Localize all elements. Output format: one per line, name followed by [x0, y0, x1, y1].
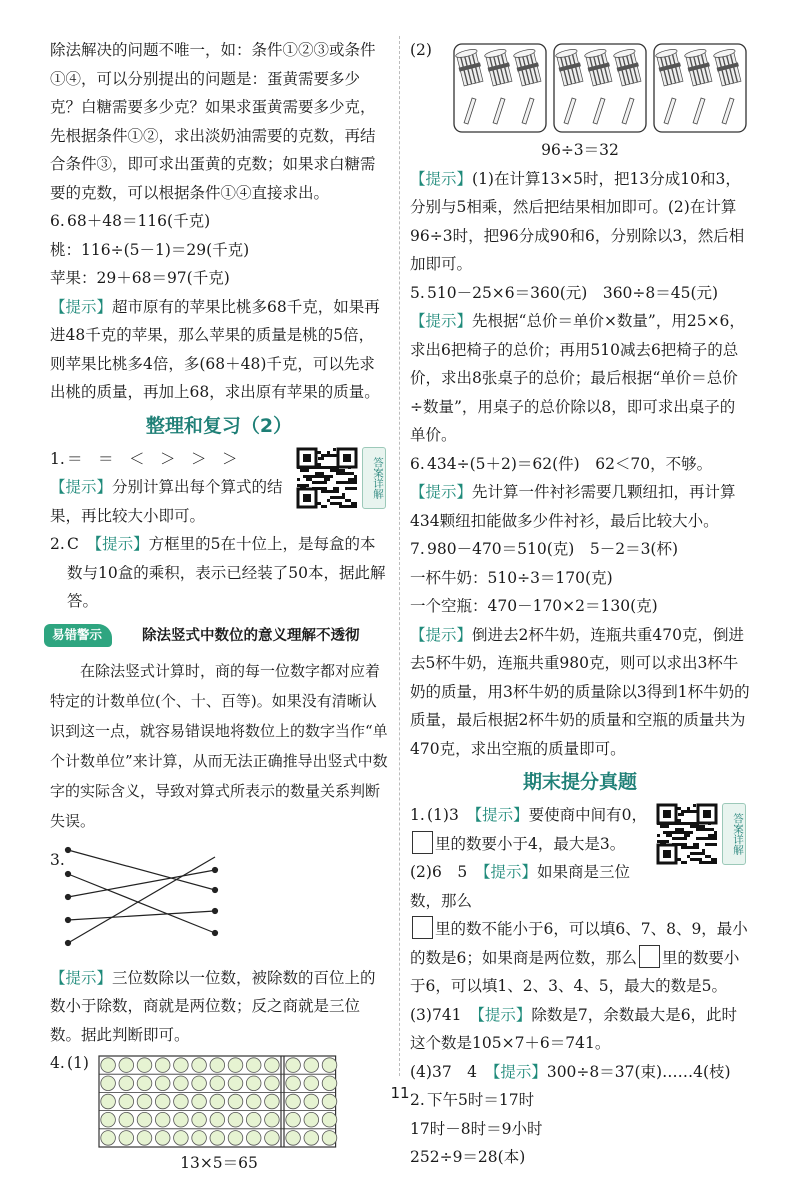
warning-text: 在除法竖式计算时，商的每一位数字都对应着特定的计数单位(个、十、百等)。如果没有清晰认识到这一点，就容易错误地将数位上的数字当作“单个计数单位”来计算，从而无法正确推导出竖式中数字的实际含义，导致对算式所表示的数量关系判断失误。	[50, 661, 388, 830]
left-column	[50, 36, 388, 1178]
answer-line: 一个空瓶：470－170×2＝130(克)	[410, 597, 658, 615]
hint-label: 【提示】	[50, 968, 113, 987]
dot	[304, 1131, 319, 1146]
dot	[265, 1112, 280, 1127]
warning-badge: 易错警示	[44, 624, 112, 647]
answer-line: 桃：116÷(5－1)＝29(千克)	[50, 240, 250, 259]
answer-line: 苹果：29＋68＝97(千克)	[50, 269, 230, 287]
dot	[304, 1112, 319, 1127]
hint-label: 【提示】	[50, 478, 113, 496]
question-number: 6.	[50, 212, 65, 230]
qr-code-icon	[296, 447, 358, 509]
dot	[304, 1058, 319, 1073]
question-number: 2.	[50, 535, 65, 553]
hint-label: 【提示】	[477, 1005, 532, 1024]
hint-label: 【提示】	[410, 625, 473, 644]
qr-tag: 答案详解	[362, 447, 386, 509]
dot	[155, 1131, 170, 1146]
dot	[101, 1058, 116, 1073]
hint-label: 【提示】	[492, 1062, 547, 1081]
hint-label: 【提示】	[474, 806, 529, 824]
question-number: 4.	[50, 1054, 65, 1072]
answer-line: 252÷9＝28(本)	[410, 1148, 526, 1166]
answer-line: (3)741 【提示】除数是7，余数最大是6，此时这个数是105×7＋6＝741。	[410, 1005, 738, 1052]
dot	[174, 1131, 189, 1146]
hint-label: 【提示】	[410, 483, 473, 501]
exam-answer-1: 答案详解 1. (1)3 【提示】要使商中间有0， 里的数要小于4，最大是3。 (2)6 5 【提示】如果商是三位数，那么	[410, 801, 750, 915]
answer-line: 17时－8时＝9小时	[410, 1119, 543, 1138]
dot	[210, 1112, 225, 1127]
answer-7: 7. 980－470＝510(克) 5－2＝3(杯)	[410, 535, 750, 564]
hint-paragraph: 【提示】先计算一件衬衫需要几颗纽扣，再计算434颗纽扣能做多少件衬衫，最后比较大小。	[410, 483, 736, 530]
answer-line: 一杯牛奶：510÷3＝170(克)	[410, 568, 613, 587]
dot	[174, 1058, 189, 1073]
warning-header	[50, 622, 388, 652]
dot	[322, 1131, 337, 1146]
answer-line: 里的数不能小于6，可以填6、7、8、9，最小的数是6；如果商是两位数，那么 里的数要小于6，可以填1、2、3、4、5，最大的数是5。	[410, 915, 750, 1001]
qr-tag: 答案详解	[722, 803, 746, 865]
question-number: 1.	[50, 449, 65, 468]
dot	[322, 1112, 337, 1127]
hint-paragraph: 【提示】(1)在计算13×5时，把13分成10和3，分别与5相乘，然后把结果相加即可。(2)在计算96÷3时，把96分成90和6，分别除以3，然后相加即可。	[410, 169, 745, 273]
dot	[192, 1131, 207, 1146]
section-title: 整理和复习（2）	[145, 414, 293, 437]
figure-caption: 13×5＝65	[180, 1154, 258, 1172]
dot	[119, 1112, 134, 1127]
question-number: 7.	[410, 540, 425, 558]
answer-4: 4. (1)	[50, 1049, 388, 1149]
dot	[286, 1112, 301, 1127]
blank-box	[639, 945, 660, 968]
hint-paragraph: 【提示】超市原有的苹果比桃多68千克，如果再进48千克的苹果，那么苹果的质量是桃的5倍，则苹果比桃多4倍，多(68＋48)千克，可以先求出桃的质量，再加上68，求出原有苹果的质量。	[50, 297, 380, 401]
column-divider	[399, 36, 400, 1076]
question-number: 6.	[410, 454, 425, 473]
right-column	[410, 36, 750, 1172]
bundle-box	[654, 44, 746, 132]
warning-title: 除法竖式中数位的意义理解不透彻	[142, 627, 360, 644]
question-number: 3.	[50, 850, 65, 869]
dot	[119, 1058, 134, 1073]
hint-paragraph: 【提示】先根据“总价＝单价×数量”，用25×6，求出6把椅子的总价；再用510减去6把椅子的总价，求出8张桌子的总价；最后根据“单价＝总价÷数量”，用桌子的总价除以8，即可求出桌子的单价。	[410, 312, 745, 444]
dot	[228, 1131, 243, 1146]
dot	[286, 1131, 301, 1146]
dot	[101, 1112, 116, 1127]
answer-6: 6. 434÷(5＋2)＝62(件) 62＜70，不够。	[410, 450, 750, 479]
answer-6: 6. 68＋48＝116(千克)	[50, 207, 388, 236]
dot	[155, 1112, 170, 1127]
answer-5: 5. 510－25×6＝360(元) 360÷8＝45(元)	[410, 279, 750, 308]
dot	[246, 1058, 261, 1073]
dot	[155, 1058, 170, 1073]
dot	[246, 1112, 261, 1127]
dot	[101, 1131, 116, 1146]
qr-code[interactable]	[296, 447, 388, 509]
dot	[192, 1112, 207, 1127]
dot	[192, 1058, 207, 1073]
dot	[137, 1058, 152, 1073]
dot	[137, 1131, 152, 1146]
matching-lines-figure	[52, 842, 222, 954]
blank-box	[412, 831, 433, 854]
dot	[228, 1112, 243, 1127]
answer-line: (4)37 4 【提示】300÷8＝37(束)……4(枝)	[410, 1062, 731, 1081]
dot	[322, 1058, 337, 1073]
dot	[210, 1058, 225, 1073]
question-number: 1.	[410, 806, 425, 824]
stick-bundles-figure	[410, 36, 750, 136]
figure-caption: 96÷3＝32	[541, 141, 619, 159]
dot	[210, 1131, 225, 1146]
dot	[286, 1058, 301, 1073]
dot	[246, 1131, 261, 1146]
dot	[174, 1112, 189, 1127]
question-number: 2.	[410, 1091, 425, 1109]
blank-box	[412, 916, 433, 939]
dot-array-figure	[98, 1055, 340, 1151]
answer-2: 2. C 【提示】方框里的5在十位上，是每盒的本数与10盒的乘积，表示已经装了50本，据此解答。	[50, 530, 388, 616]
hint-paragraph: 【提示】三位数除以一位数，被除数的百位上的数小于除数，商就是两位数；反之商就是三位数。据此判断即可。	[50, 968, 376, 1044]
page-number: 11	[390, 1084, 410, 1102]
answer-3	[50, 846, 388, 964]
hint-label: 【提示】	[482, 863, 537, 881]
hint-label: 【提示】	[94, 535, 149, 553]
hint-label: 【提示】	[410, 312, 473, 330]
dot	[265, 1131, 280, 1146]
question-number: 5.	[410, 283, 425, 302]
bundle-box	[554, 44, 646, 132]
dot	[119, 1131, 134, 1146]
bundle-box	[454, 44, 546, 132]
qr-code-icon	[656, 803, 718, 865]
figure-label: (2)	[410, 41, 432, 59]
hint-paragraph: 【提示】倒进去2杯牛奶，连瓶共重470克，倒进去5杯牛奶，连瓶共重980克，则可以求出3杯牛奶的质量，用3杯牛奶的质量除以3得到1杯牛奶的质量，最后根据2杯牛奶的质量和空瓶的质量共为470克，求出空瓶的质量即可。	[410, 625, 750, 758]
section-title: 期末提分真题	[522, 771, 637, 793]
hint-label: 【提示】	[410, 169, 473, 188]
dot	[265, 1058, 280, 1073]
continued-paragraph: 除法解决的问题不唯一，如：条件①②③或条件①④，可以分别提出的问题是：蛋黄需要多少克？白糖需要多少克？如果求蛋黄需要多少克，先根据条件①②，求出淡奶油需要的克数，再结合条件③，即可求出蛋黄的克数；如果求白糖需要的克数，可以根据条件①④直接求出。	[50, 41, 376, 202]
exam-answer-2: 2. 下午5时＝17时	[410, 1086, 750, 1115]
hint-label: 【提示】	[50, 297, 113, 316]
dot	[137, 1112, 152, 1127]
answer-text: ＝ ＝ ＜ ＞ ＞ ＞	[67, 449, 238, 468]
dot	[228, 1058, 243, 1073]
answer-1: 1. ＝ ＝ ＜ ＞ ＞ ＞ 【提示】分别计算出每个算式的结果，再比较大小即可。 答案详解	[50, 445, 388, 531]
qr-code[interactable]	[656, 803, 748, 865]
